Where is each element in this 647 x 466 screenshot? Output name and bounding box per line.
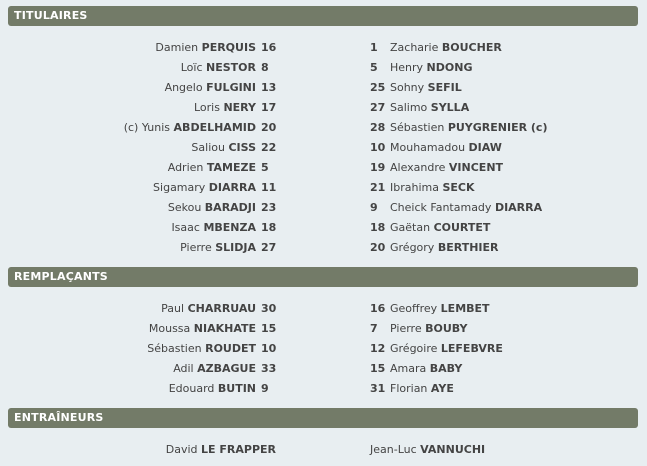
home-last-name: TAMEZE	[206, 161, 256, 174]
away-first-name: Geoffrey	[390, 302, 438, 315]
home-player-number: 9	[261, 382, 269, 395]
home-first-name: Damien	[155, 41, 199, 54]
away-player-number: 31	[370, 382, 386, 395]
home-last-name: NIAKHATE	[193, 322, 256, 335]
away-player-number: 28	[370, 121, 386, 134]
away-player-number: 25	[370, 81, 386, 94]
home-player-number: 27	[261, 241, 277, 254]
player-row	[0, 301, 647, 317]
away-last-name: LEFEBVRE	[440, 342, 503, 355]
home-first-name: Edouard	[168, 382, 215, 395]
away-last-name: AYE	[430, 382, 454, 395]
away-player-number: 16	[370, 302, 386, 315]
home-first-name: Saliou	[191, 141, 225, 154]
away-first-name: Amara	[390, 362, 427, 375]
away-player-name	[390, 381, 454, 397]
away-player-name	[390, 321, 468, 337]
away-last-name: LEMBET	[440, 302, 490, 315]
away-last-name: BABY	[429, 362, 463, 375]
home-player-number: 11	[261, 181, 277, 194]
away-player-name	[390, 200, 542, 216]
player-row	[0, 200, 647, 216]
home-player-number: 10	[261, 342, 277, 355]
home-last-name: NESTOR	[206, 61, 256, 74]
away-player-number: 1	[370, 41, 378, 54]
away-last-name: SYLLA	[430, 101, 470, 114]
home-last-name: MBENZA	[203, 221, 256, 234]
home-last-name: NERY	[223, 101, 256, 114]
home-player-number: 16	[261, 41, 277, 54]
home-last-name: SLIDJA	[215, 241, 256, 254]
home-first-name: Adrien	[167, 161, 204, 174]
away-first-name: Pierre	[390, 322, 422, 335]
home-player-name	[191, 140, 256, 156]
away-coach-last: VANNUCHI	[420, 443, 486, 456]
titulaires-header: TITULAIRES	[8, 6, 638, 26]
away-player-number: 10	[370, 141, 386, 154]
away-last-name: DIAW	[468, 141, 502, 154]
home-player-number: 18	[261, 221, 277, 234]
home-player-number: 33	[261, 362, 277, 375]
player-row	[0, 80, 647, 96]
away-last-name: BOUCHER	[441, 41, 502, 54]
home-coach-first: David	[165, 443, 198, 456]
remplacants-header: REMPLAÇANTS	[8, 267, 638, 287]
away-last-name: BERTHIER	[437, 241, 499, 254]
player-row	[0, 341, 647, 357]
away-player-name	[390, 60, 472, 76]
away-player-number: 12	[370, 342, 386, 355]
away-player-number: 18	[370, 221, 386, 234]
away-first-name: Zacharie	[390, 41, 439, 54]
home-last-name: CHARRUAU	[187, 302, 256, 315]
away-player-name	[390, 140, 502, 156]
home-player-number: 20	[261, 121, 277, 134]
home-player-name	[194, 100, 256, 116]
player-row	[0, 381, 647, 397]
away-player-name	[390, 361, 462, 377]
player-row	[0, 361, 647, 377]
home-last-name: AZBAGUE	[197, 362, 256, 375]
away-first-name: Grégory	[390, 241, 435, 254]
home-first-name: Sébastien	[147, 342, 202, 355]
home-first-name: Isaac	[171, 221, 200, 234]
away-last-name: VINCENT	[448, 161, 504, 174]
home-player-number: 5	[261, 161, 269, 174]
home-coach	[166, 442, 276, 458]
player-row	[0, 240, 647, 256]
away-player-name	[390, 120, 547, 136]
away-first-name: Sébastien	[390, 121, 445, 134]
away-last-name: SECK	[442, 181, 475, 194]
away-player-number: 7	[370, 322, 378, 335]
away-player-name	[390, 341, 503, 357]
home-player-number: 23	[261, 201, 277, 214]
home-last-name: ABDELHAMID	[173, 121, 256, 134]
home-first-name: Sekou	[167, 201, 202, 214]
away-last-name: BOUBY	[425, 322, 468, 335]
away-first-name: Gaëtan	[390, 221, 431, 234]
home-player-number: 30	[261, 302, 277, 315]
home-first-name: Loris	[193, 101, 220, 114]
away-last-name: DIARRA	[494, 201, 543, 214]
home-player-number: 13	[261, 81, 277, 94]
away-player-number: 19	[370, 161, 386, 174]
player-row	[0, 120, 647, 136]
coaches-row	[0, 442, 647, 458]
home-last-name: CISS	[228, 141, 256, 154]
home-first-name: (c) Yunis	[123, 121, 171, 134]
home-last-name: FULGINI	[206, 81, 256, 94]
away-coach-first: Jean-Luc	[370, 443, 417, 456]
player-row	[0, 40, 647, 56]
home-player-name	[181, 60, 256, 76]
home-player-name	[155, 40, 256, 56]
away-player-name	[390, 180, 475, 196]
away-player-name	[390, 40, 502, 56]
player-row	[0, 60, 647, 76]
away-player-name	[390, 160, 503, 176]
player-row	[0, 180, 647, 196]
away-player-number: 21	[370, 181, 386, 194]
away-first-name: Henry	[390, 61, 424, 74]
away-first-name: Mouhamadou	[390, 141, 466, 154]
home-player-name	[165, 80, 256, 96]
home-first-name: Angelo	[164, 81, 203, 94]
home-player-name	[173, 361, 256, 377]
away-first-name: Ibrahima	[390, 181, 439, 194]
entraineurs-header: ENTRAÎNEURS	[8, 408, 638, 428]
away-last-name: COURTET	[433, 221, 491, 234]
away-last-name: SEFIL	[427, 81, 462, 94]
away-player-name	[390, 100, 469, 116]
home-player-name	[168, 200, 256, 216]
away-player-number: 27	[370, 101, 386, 114]
home-last-name: ROUDET	[205, 342, 256, 355]
home-last-name: DIARRA	[208, 181, 256, 194]
home-first-name: Sigamary	[153, 181, 206, 194]
home-player-number: 17	[261, 101, 277, 114]
home-player-name	[161, 301, 256, 317]
home-last-name: BARADJI	[204, 201, 256, 214]
away-first-name: Salimo	[390, 101, 428, 114]
player-row	[0, 321, 647, 337]
home-player-number: 8	[261, 61, 269, 74]
away-first-name: Sohny	[390, 81, 425, 94]
away-first-name: Grégoire	[390, 342, 438, 355]
away-first-name: Alexandre	[390, 161, 446, 174]
home-player-number: 15	[261, 322, 277, 335]
away-player-number: 15	[370, 362, 386, 375]
home-player-name	[180, 240, 256, 256]
away-player-number: 20	[370, 241, 386, 254]
home-first-name: Moussa	[148, 322, 191, 335]
home-player-name	[171, 220, 256, 236]
away-player-name	[390, 220, 490, 236]
home-first-name: Adil	[173, 362, 194, 375]
away-first-name: Cheick Fantamady	[390, 201, 492, 214]
away-player-name	[390, 240, 499, 256]
away-coach	[370, 442, 485, 458]
home-player-name	[147, 341, 256, 357]
home-player-name	[124, 120, 256, 136]
home-coach-last: LE FRAPPER	[201, 443, 276, 456]
away-player-name	[390, 80, 462, 96]
home-first-name: Pierre	[180, 241, 212, 254]
player-row	[0, 220, 647, 236]
away-player-number: 5	[370, 61, 378, 74]
away-first-name: Florian	[390, 382, 428, 395]
home-last-name: BUTIN	[217, 382, 256, 395]
away-player-number: 9	[370, 201, 378, 214]
player-row	[0, 140, 647, 156]
home-first-name: Loïc	[180, 61, 203, 74]
home-player-name	[153, 180, 256, 196]
home-last-name: PERQUIS	[201, 41, 256, 54]
home-player-name	[149, 321, 256, 337]
away-last-name: PUYGRENIER (c)	[447, 121, 548, 134]
player-row	[0, 100, 647, 116]
home-player-name	[168, 160, 256, 176]
away-last-name: NDONG	[426, 61, 473, 74]
home-player-number: 22	[261, 141, 277, 154]
away-player-name	[390, 301, 490, 317]
player-row	[0, 160, 647, 176]
home-first-name: Paul	[161, 302, 185, 315]
home-player-name	[169, 381, 256, 397]
